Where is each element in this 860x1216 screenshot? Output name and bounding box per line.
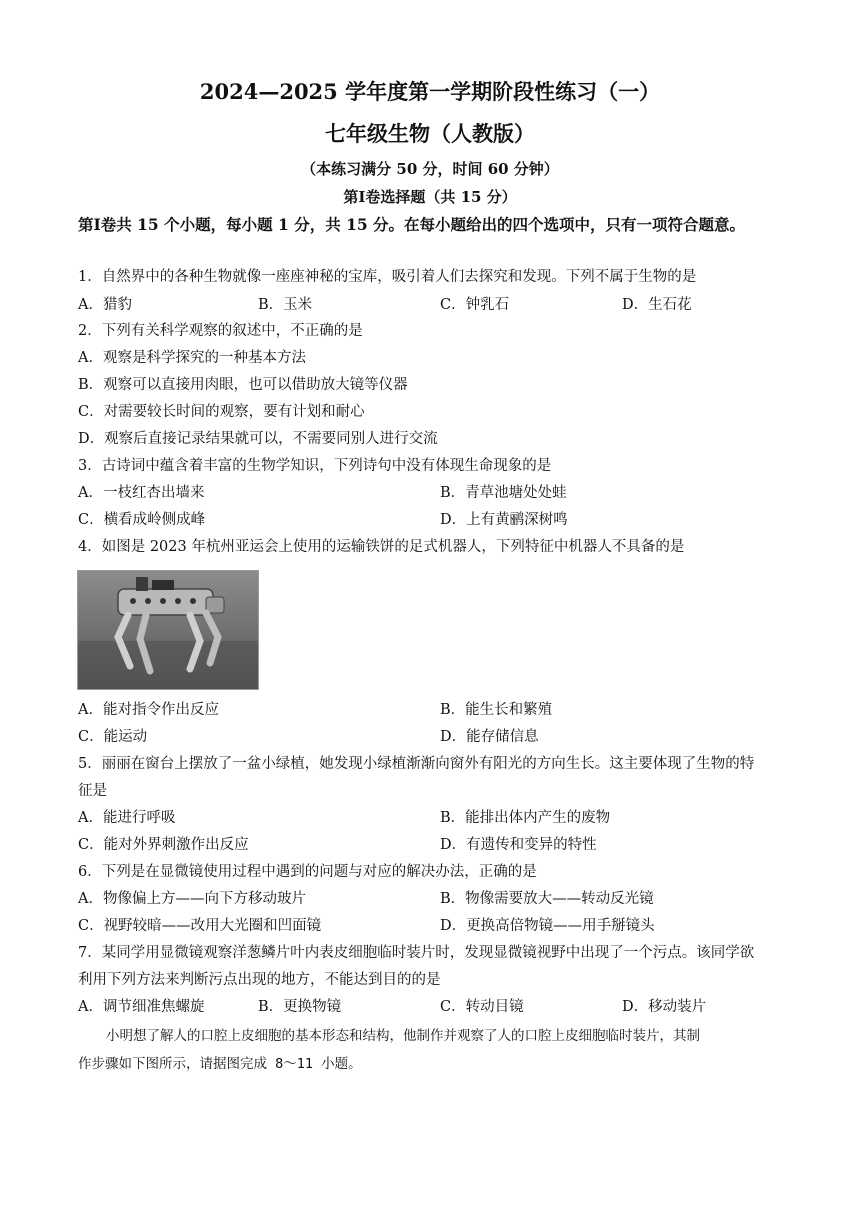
question-5-stem-line-2: 征是 — [78, 783, 107, 799]
question-3-option-c: C．横看成岭侧成峰 — [78, 512, 206, 528]
question-3-option-a: A．一枝红杏出墙来 — [78, 485, 205, 501]
question-4-option-b: B．能生长和繁殖 — [440, 702, 553, 718]
question-6-option-d: D．更换高倍物镜——用手掰镜头 — [440, 918, 655, 934]
section-intro: 第Ⅰ卷共 15 个小题，每小题 1 分，共 15 分。在每小题给出的四个选项中，只有一项符合题意。 — [78, 215, 746, 234]
question-7-option-c: C．转动目镜 — [440, 999, 524, 1015]
exam-note: （本练习满分 50 分，时间 60 分钟） — [301, 160, 559, 178]
passage-line-2: 作步骤如下图所示，请据图完成 8～11 小题。 — [78, 1056, 362, 1072]
question-6-option-c: C．视野较暗——改用大光圈和凹面镜 — [78, 918, 322, 934]
question-1-option-d: D．生石花 — [622, 297, 692, 313]
question-1-option-a: A．猎豹 — [78, 297, 132, 313]
question-1-option-b: B．玉米 — [258, 297, 313, 313]
robot-dog-photo — [77, 570, 259, 690]
question-5-option-a: A．能进行呼吸 — [78, 810, 176, 826]
question-1-stem: 1．自然界中的各种生物就像一座座神秘的宝库，吸引着人们去探究和发现。下列不属于生物的是 — [78, 269, 697, 285]
question-5-option-d: D．有遗传和变异的特性 — [440, 837, 597, 853]
question-3-option-b: B．青草池塘处处蛙 — [440, 485, 567, 501]
exam-subtitle: 七年级生物（人教版） — [325, 121, 535, 146]
question-6-stem: 6．下列是在显微镜使用过程中遇到的问题与对应的解决办法，正确的是 — [78, 864, 537, 880]
question-3-stem: 3．古诗词中蕴含着丰富的生物学知识，下列诗句中没有体现生命现象的是 — [78, 458, 552, 474]
question-2-option-a: A．观察是科学探究的一种基本方法 — [78, 350, 306, 366]
question-5-option-c: C．能对外界刺激作出反应 — [78, 837, 249, 853]
question-7-stem-line-2: 利用下列方法来判断污点出现的地方，不能达到目的的是 — [78, 972, 441, 988]
question-7-stem-line-1: 7．某同学用显微镜观察洋葱鳞片叶内表皮细胞临时装片时，发现显微镜视野中出现了一个污点。该同学欲 — [78, 945, 755, 961]
question-4-option-c: C．能运动 — [78, 729, 148, 745]
question-6-option-b: B．物像需要放大——转动反光镜 — [440, 891, 654, 907]
question-2-option-b: B．观察可以直接用肉眼，也可以借助放大镜等仪器 — [78, 377, 408, 393]
question-4-stem: 4．如图是 2023 年杭州亚运会上使用的运输铁饼的足式机器人，下列特征中机器人不具备的是 — [78, 539, 685, 555]
question-2-option-c: C．对需要较长时间的观察，要有计划和耐心 — [78, 404, 365, 420]
question-4-option-a: A．能对指令作出反应 — [78, 702, 219, 718]
question-1-option-c: C．钟乳石 — [440, 297, 510, 313]
question-6-option-a: A．物像偏上方——向下方移动玻片 — [78, 891, 306, 907]
passage-line-1: 小明想了解人的口腔上皮细胞的基本形态和结构，他制作并观察了人的口腔上皮细胞临时装片，其制 — [106, 1028, 700, 1044]
question-5-stem-line-1: 5．丽丽在窗台上摆放了一盆小绿植，她发现小绿植渐渐向窗外有阳光的方向生长。这主要体现了生物的特 — [78, 756, 755, 772]
section-title: 第Ⅰ卷选择题（共 15 分） — [343, 188, 517, 206]
question-2-stem: 2．下列有关科学观察的叙述中，不正确的是 — [78, 323, 363, 339]
question-7-option-b: B．更换物镜 — [258, 999, 342, 1015]
question-2-option-d: D．观察后直接记录结果就可以，不需要同别人进行交流 — [78, 431, 438, 447]
question-5-option-b: B．能排出体内产生的废物 — [440, 810, 611, 826]
question-7-option-d: D．移动装片 — [622, 999, 707, 1015]
exam-title: 2024—2025 学年度第一学期阶段性练习（一） — [199, 79, 661, 104]
question-4-option-d: D．能存储信息 — [440, 729, 539, 745]
question-7-option-a: A．调节细准焦螺旋 — [78, 999, 205, 1015]
question-3-option-d: D．上有黄鹂深树鸣 — [440, 512, 568, 528]
